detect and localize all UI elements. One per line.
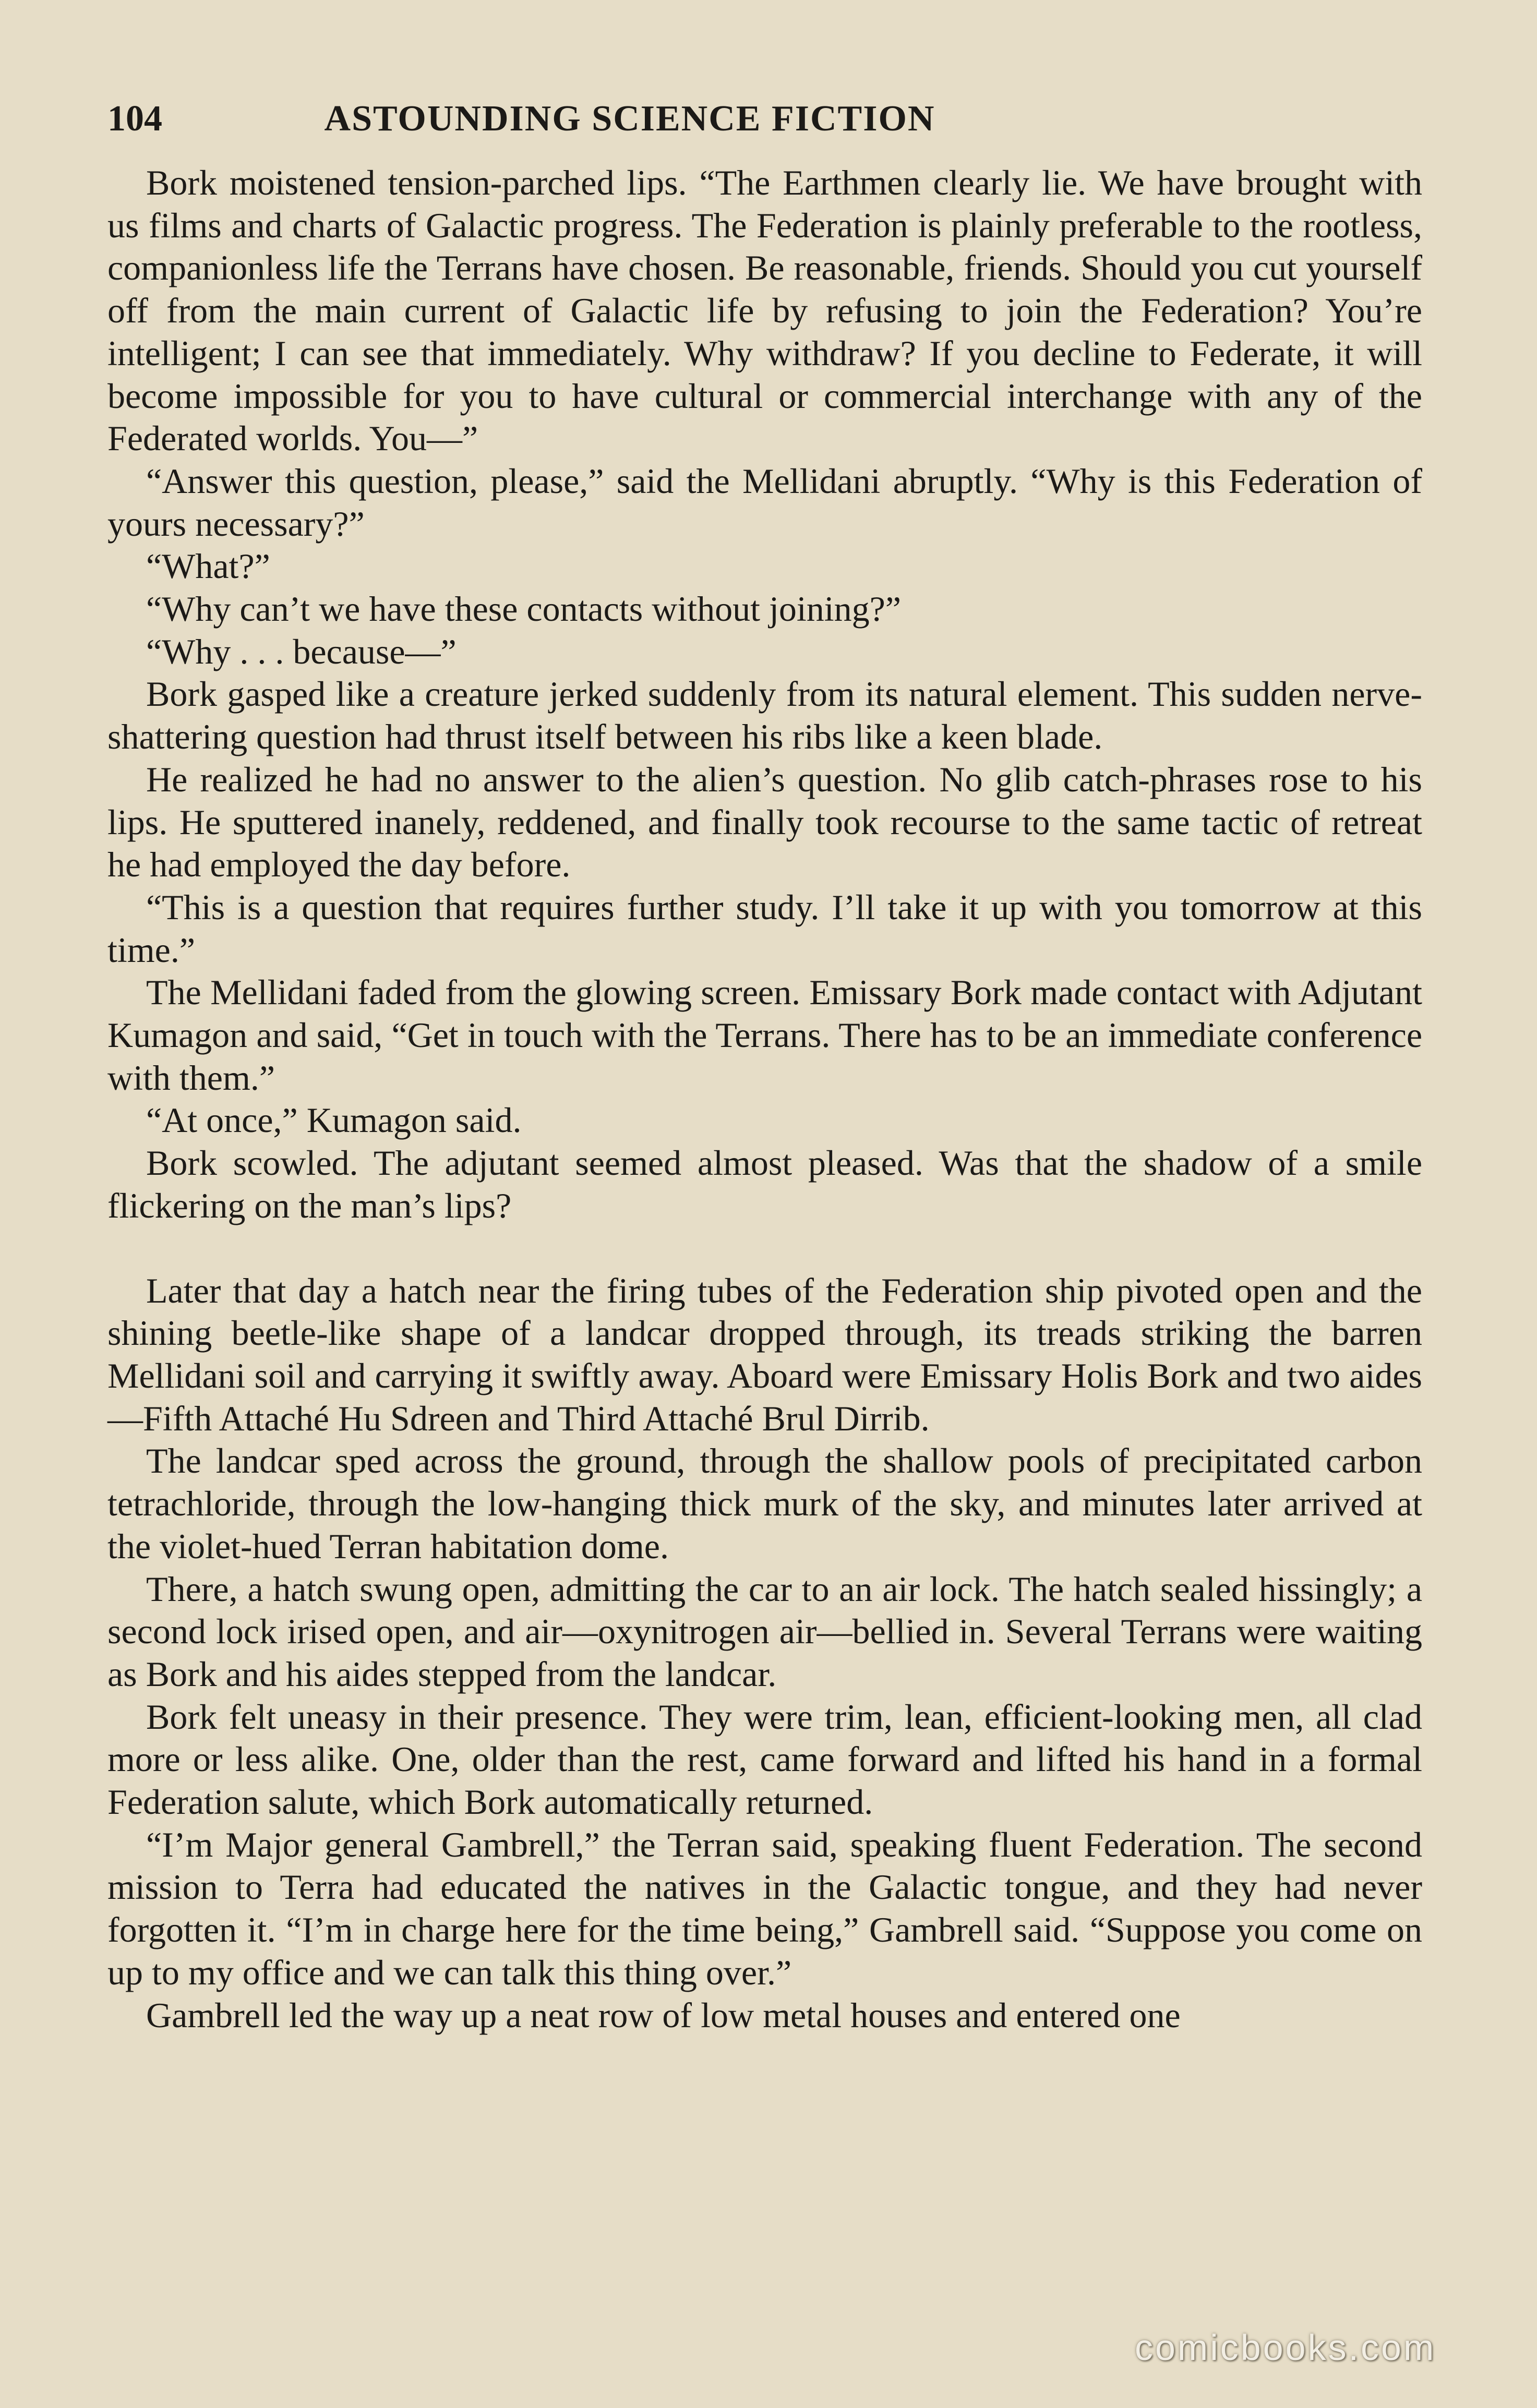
paragraph: The Mellidani faded from the glowing screen. Emissary Bork made contact with Adjutant Kumagon and said, “Get in touch with the Terrans. There has to be an immediate conference with them.” [107,972,1422,1098]
page-header [107,93,1152,145]
paragraph: There, a hatch swung open, admitting the car to an air lock. The hatch sealed hissingly; a second lock irised open, and air—oxynitrogen air—bellied in. Several Terrans were waiting as Bork and his aides stepped from the landcar. [107,1569,1422,1694]
paragraph: Later that day a hatch near the firing tubes of the Federation ship pivoted open and the shining beetle-like shape of a landcar dropped through, its treads striking the barren Mellidani soil and carrying it swiftly away. Aboard were Emissary Holis Bork and two aides—Fifth Attaché Hu Sdreen and Third Attaché Brul Dirrib. [107,1270,1422,1438]
story-text [107,162,1422,2037]
watermark: comicbooks.com [1135,2327,1436,2368]
paragraph: “At once,” Kumagon said. [146,1100,522,1140]
paragraph: He realized he had no answer to the alien’s question. No glib catch-phrases rose to his lips. He sputtered inanely, reddened, and finally took recourse to the same tactic of retreat he had employed the day before. [107,759,1422,885]
paragraph: “I’m Major general Gambrell,” the Terran said, speaking fluent Federation. The second mission to Terra had educated the natives in the Galactic tongue, and they had never forgotten it. “I’m in charge here for the time being,” Gambrell said. “Suppose you come on up to my office and we can talk this thing over.” [107,1824,1422,1992]
paragraph: The landcar sped across the ground, through the shallow pools of precipitated carbon tetrachloride, through the low-hanging thick murk of the sky, and minutes later arrived at the violet-hued Terran habitation dome. [107,1441,1422,1566]
page-number: 104 [107,99,162,139]
paragraph: Bork scowled. The adjutant seemed almost pleased. Was that the shadow of a smile flickering on the man’s lips? [107,1143,1422,1225]
paragraph: “What?” [146,546,270,586]
paragraph: Bork moistened tension-parched lips. “The Earthmen clearly lie. We have brought with us films and charts of Galactic progress. The Federation is plainly preferable to the rootless, companionless life the Terrans have chosen. Be reasonable, friends. Should you cut yourself off from the main current of Galactic life by refusing to join the Federation? You’re intelligent; I can see that immediately. Why withdraw? If you decline to Federate, it will become impossible for you to have cultural or commercial interchange with any of the Federated worlds. You—” [107,163,1422,459]
paragraph: “Why can’t we have these contacts without joining?” [146,589,902,629]
paragraph: “Why . . . because—” [146,631,457,671]
paragraph: Bork gasped like a creature jerked suddenly from its natural element. This sudden nerve-shattering question had thrust itself between his ribs like a keen blade. [107,674,1422,757]
paragraph: Bork felt uneasy in their presence. They were trim, lean, efficient-looking men, all clad more or less alike. One, older than the rest, came forward and lifted his hand in a formal Federation salute, which Bork automatically returned. [107,1696,1422,1822]
paragraph: “Answer this question, please,” said the Mellidani abruptly. “Why is this Federation of yours necessary?” [107,461,1422,544]
paragraph: “This is a question that requires further study. I’ll take it up with you tomorrow at this time.” [107,887,1422,970]
section-break [107,1227,1422,1270]
paragraph: Gambrell led the way up a neat row of low metal houses and entered one [146,1995,1181,2035]
running-title: ASTOUNDING SCIENCE FICTION [324,99,935,139]
